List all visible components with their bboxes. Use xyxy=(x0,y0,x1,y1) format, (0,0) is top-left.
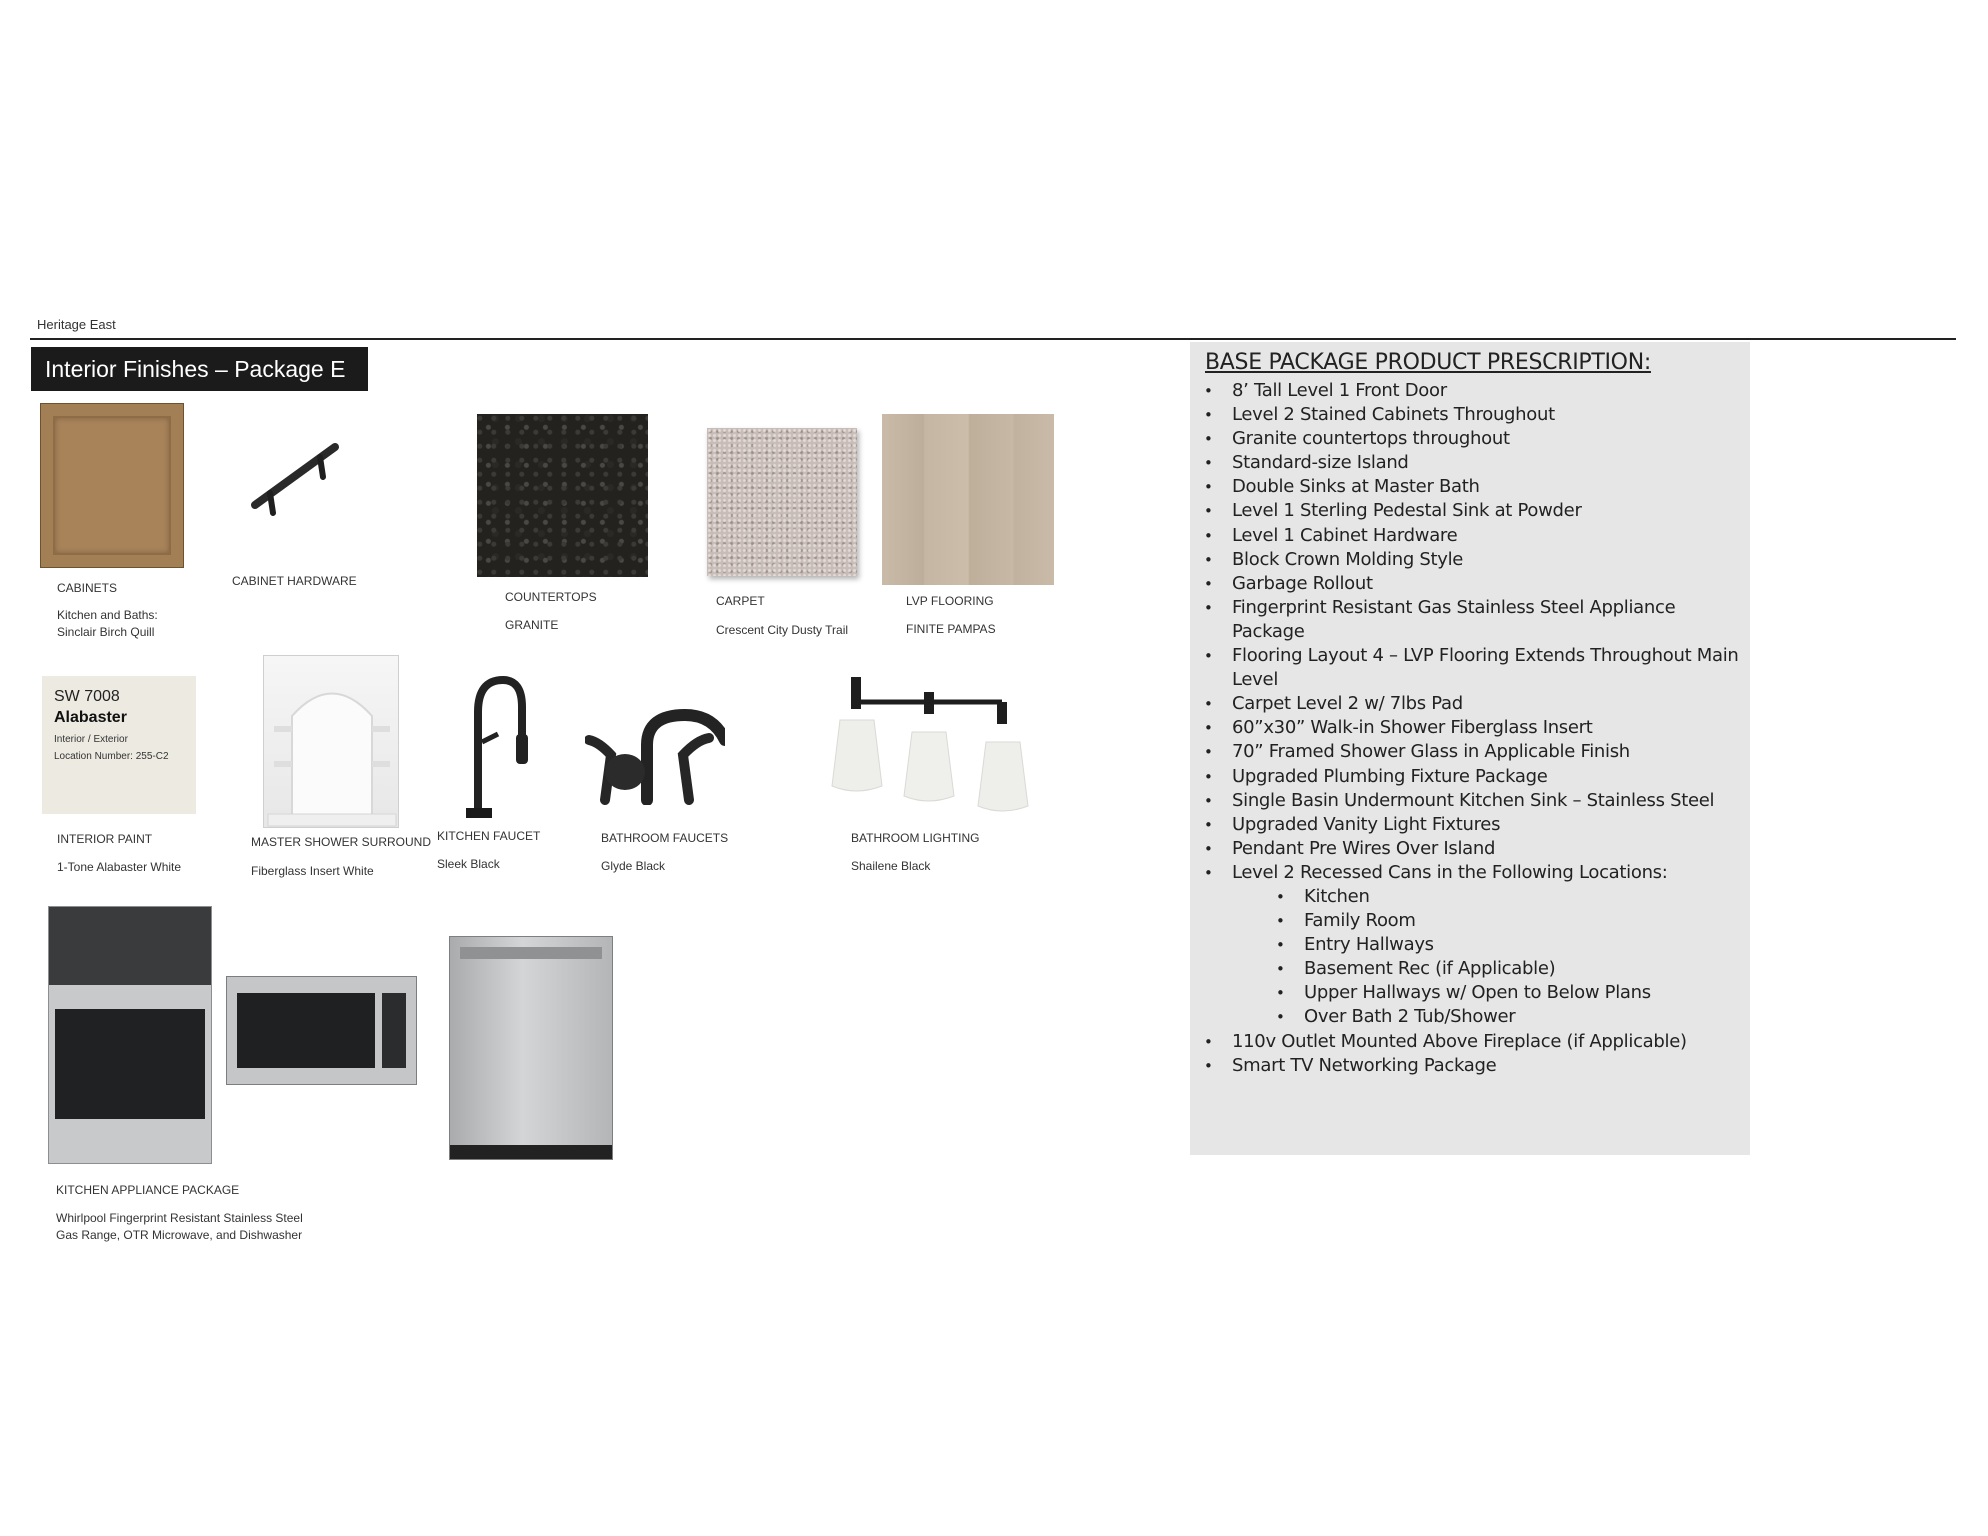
list-item: • Carpet Level 2 w/ 7lbs Pad xyxy=(1204,692,1744,716)
kitchen-faucet-title: KITCHEN FAUCET xyxy=(437,829,541,843)
sub-list-item: • Upper Hallways w/ Open to Below Plans xyxy=(1204,981,1744,1005)
countertops-title: COUNTERTOPS xyxy=(505,590,597,604)
kitchen-faucet-icon xyxy=(448,672,532,822)
carpet-title: CARPET xyxy=(716,594,765,608)
list-item: • Pendant Pre Wires Over Island xyxy=(1204,837,1744,861)
lvp-flooring-image xyxy=(882,414,1054,585)
list-item: • Single Basin Undermount Kitchen Sink – Stainless Steel xyxy=(1204,789,1744,813)
document-label: Heritage East xyxy=(37,317,116,332)
paint-chip-use: Interior / Exterior xyxy=(54,734,128,745)
interior-paint-detail: 1-Tone Alabaster White xyxy=(57,860,182,874)
carpet-sample-image xyxy=(707,428,857,576)
shower-surround-image xyxy=(263,655,399,828)
list-item: • Fingerprint Resistant Gas Stainless Steel Appliance Package xyxy=(1204,596,1744,644)
base-package-list xyxy=(1204,379,1744,1078)
countertops-detail: GRANITE xyxy=(505,618,559,632)
base-package-heading: BASE PACKAGE PRODUCT PRESCRIPTION: xyxy=(1205,350,1651,375)
list-item: • Smart TV Networking Package xyxy=(1204,1054,1744,1078)
cabinet-pull-handle-icon xyxy=(245,435,350,520)
list-item: • 70” Framed Shower Glass in Applicable Finish xyxy=(1204,740,1744,764)
list-item: • Upgraded Vanity Light Fixtures xyxy=(1204,813,1744,837)
header-divider xyxy=(30,338,1956,340)
kitchen-appliances-detail-2: Gas Range, OTR Microwave, and Dishwasher xyxy=(56,1228,303,1242)
paint-chip-name: Alabaster xyxy=(54,709,127,726)
list-item: • Level 2 Stained Cabinets Throughout xyxy=(1204,403,1744,427)
list-item: • Upgraded Plumbing Fixture Package xyxy=(1204,765,1744,789)
list-item: • Standard-size Island xyxy=(1204,451,1744,475)
kitchen-appliances-detail-1: Whirlpool Fingerprint Resistant Stainless Steel xyxy=(56,1211,303,1225)
cabinets-title: CABINETS xyxy=(57,581,118,595)
base-package-panel xyxy=(1190,342,1750,1155)
sub-list-item: • Family Room xyxy=(1204,909,1744,933)
sub-list-item: • Kitchen xyxy=(1204,885,1744,909)
cabinet-hardware-title: CABINET HARDWARE xyxy=(232,574,357,588)
paint-chip xyxy=(42,676,196,814)
granite-countertop-image xyxy=(477,414,648,577)
kitchen-faucet-detail: Sleek Black xyxy=(437,857,500,871)
sub-list-item: • Entry Hallways xyxy=(1204,933,1744,957)
dishwasher-image xyxy=(449,936,613,1160)
list-item: • Flooring Layout 4 – LVP Flooring Extends Throughout Main Level xyxy=(1204,644,1744,692)
cabinet-door-image xyxy=(40,403,184,568)
paint-chip-location: Location Number: 255-C2 xyxy=(54,751,169,762)
lvp-flooring-title: LVP FLOORING xyxy=(906,594,994,608)
page-title: Interior Finishes – Package E xyxy=(31,347,368,391)
list-item: • 60”x30” Walk-in Shower Fiberglass Insert xyxy=(1204,716,1744,740)
interior-paint-title: INTERIOR PAINT xyxy=(57,832,153,846)
list-item: • Garbage Rollout xyxy=(1204,572,1744,596)
bathroom-lighting-detail: Shailene Black xyxy=(851,859,931,873)
bathroom-faucets-title: BATHROOM FAUCETS xyxy=(601,831,729,845)
bathroom-lighting-title: BATHROOM LIGHTING xyxy=(851,831,980,845)
list-item: • 110v Outlet Mounted Above Fireplace (if Applicable) xyxy=(1204,1030,1744,1054)
list-item: • Level 1 Sterling Pedestal Sink at Powder xyxy=(1204,499,1744,523)
cabinets-detail-2: Sinclair Birch Quill xyxy=(57,625,155,639)
gas-range-image xyxy=(48,906,212,1164)
lvp-flooring-detail: FINITE PAMPAS xyxy=(906,622,996,636)
paint-chip-code: SW 7008 xyxy=(54,688,120,705)
list-item: • Level 1 Cabinet Hardware xyxy=(1204,524,1744,548)
list-item: • Double Sinks at Master Bath xyxy=(1204,475,1744,499)
vanity-light-icon xyxy=(826,672,1032,812)
list-item: • Block Crown Molding Style xyxy=(1204,548,1744,572)
kitchen-appliances-title: KITCHEN APPLIANCE PACKAGE xyxy=(56,1183,240,1197)
carpet-detail: Crescent City Dusty Trail xyxy=(716,623,849,637)
bathroom-faucets-detail: Glyde Black xyxy=(601,859,666,873)
master-shower-title: MASTER SHOWER SURROUND xyxy=(251,835,432,849)
master-shower-detail: Fiberglass Insert White xyxy=(251,864,374,878)
list-item: • 8’ Tall Level 1 Front Door xyxy=(1204,379,1744,403)
sub-list-item: • Over Bath 2 Tub/Shower xyxy=(1204,1005,1744,1029)
microwave-image xyxy=(226,976,417,1085)
cabinets-detail-1: Kitchen and Baths: xyxy=(57,608,158,622)
list-item: • Granite countertops throughout xyxy=(1204,427,1744,451)
list-item: • Level 2 Recessed Cans in the Following Locations: xyxy=(1204,861,1744,885)
bathroom-faucet-icon xyxy=(585,700,725,805)
sub-list-item: • Basement Rec (if Applicable) xyxy=(1204,957,1744,981)
